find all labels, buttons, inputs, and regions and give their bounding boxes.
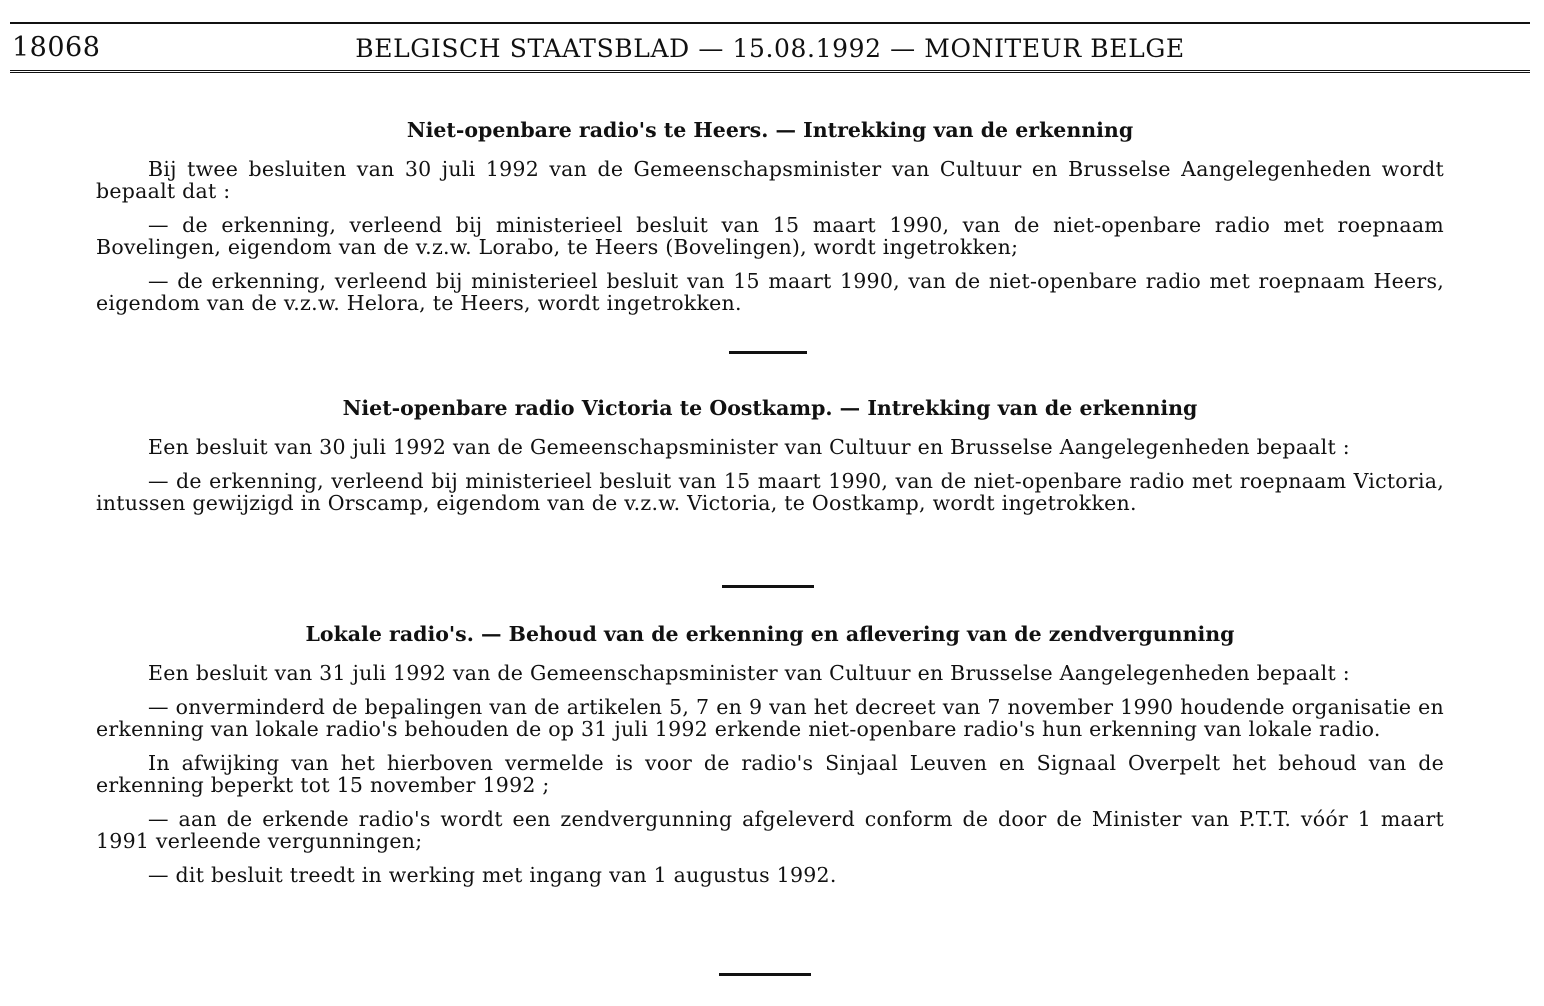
paragraph: — de erkenning, verleend bij ministerieel besluit van 15 maart 1990, van de niet-openbare radio met roepnaam Victoria, intussen gewijzigd in Orscamp, eigendom van de v.z.w. Victoria, te Oostkamp, wordt ingetrokken.: [96, 469, 1444, 515]
section-title: Niet-openbare radio's te Heers. — Intrekking van de erkenning: [406, 118, 1134, 142]
section-title: Lokale radio's. — Behoud van de erkenning en aflevering van de zendvergunning: [305, 622, 1235, 646]
section-separator: [719, 973, 811, 976]
page-number: 18068: [12, 32, 101, 63]
section-oostkamp: [96, 396, 1444, 514]
paragraph: Een besluit van 30 juli 1992 van de Gemeenschapsminister van Cultuur en Brusselse Aangelegenheden bepaalt :: [148, 435, 1350, 459]
header-bottom-rule: [10, 70, 1530, 76]
paragraph: Een besluit van 31 juli 1992 van de Gemeenschapsminister van Cultuur en Brusselse Aangelegenheden bepaalt :: [148, 661, 1350, 685]
header-top-rule: [10, 22, 1530, 24]
section-separator: [722, 585, 814, 588]
paragraph: — aan de erkende radio's wordt een zendvergunning afgeleverd conform de door de Minister van P.T.T. vóór 1 maart 1991 verleende vergunningen;: [96, 807, 1444, 853]
section-lokale-radios: [96, 622, 1444, 886]
paragraph: In afwijking van het hierboven vermelde is voor de radio's Sinjaal Leuven en Signaal Overpelt het behoud van de erkenning beperkt tot 15 november 1992 ;: [96, 751, 1444, 797]
page-header: [10, 22, 1530, 78]
paragraph: Bij twee besluiten van 30 juli 1992 van de Gemeenschapsminister van Cultuur en Brusselse Aangelegenheden wordt bepaalt dat :: [96, 157, 1444, 203]
paragraph: — de erkenning, verleend bij ministerieel besluit van 15 maart 1990, van de niet-openbare radio met roepnaam Heers, eigendom van de v.z.w. Helora, te Heers, wordt ingetrokken.: [96, 269, 1444, 315]
section-title: Niet-openbare radio Victoria te Oostkamp. — Intrekking van de erkenning: [342, 396, 1198, 420]
section-separator: [729, 351, 807, 354]
paragraph: — de erkenning, verleend bij ministerieel besluit van 15 maart 1990, van de niet-openbare radio met roepnaam Bovelingen, eigendom van de v.z.w. Lorabo, te Heers (Bovelingen), wordt ingetrokken;: [96, 213, 1444, 259]
publication-title: BELGISCH STAATSBLAD — 15.08.1992 — MONITEUR BELGE: [355, 34, 1185, 63]
paragraph: — dit besluit treedt in werking met ingang van 1 augustus 1992.: [148, 863, 837, 887]
section-heers: [96, 118, 1444, 314]
paragraph: — onverminderd de bepalingen van de artikelen 5, 7 en 9 van het decreet van 7 november 1990 houdende organisatie en erkenning van lokale radio's behouden de op 31 juli 1992 erkende niet-openbare radio's hun erkenning van lokale radio.: [96, 695, 1444, 741]
